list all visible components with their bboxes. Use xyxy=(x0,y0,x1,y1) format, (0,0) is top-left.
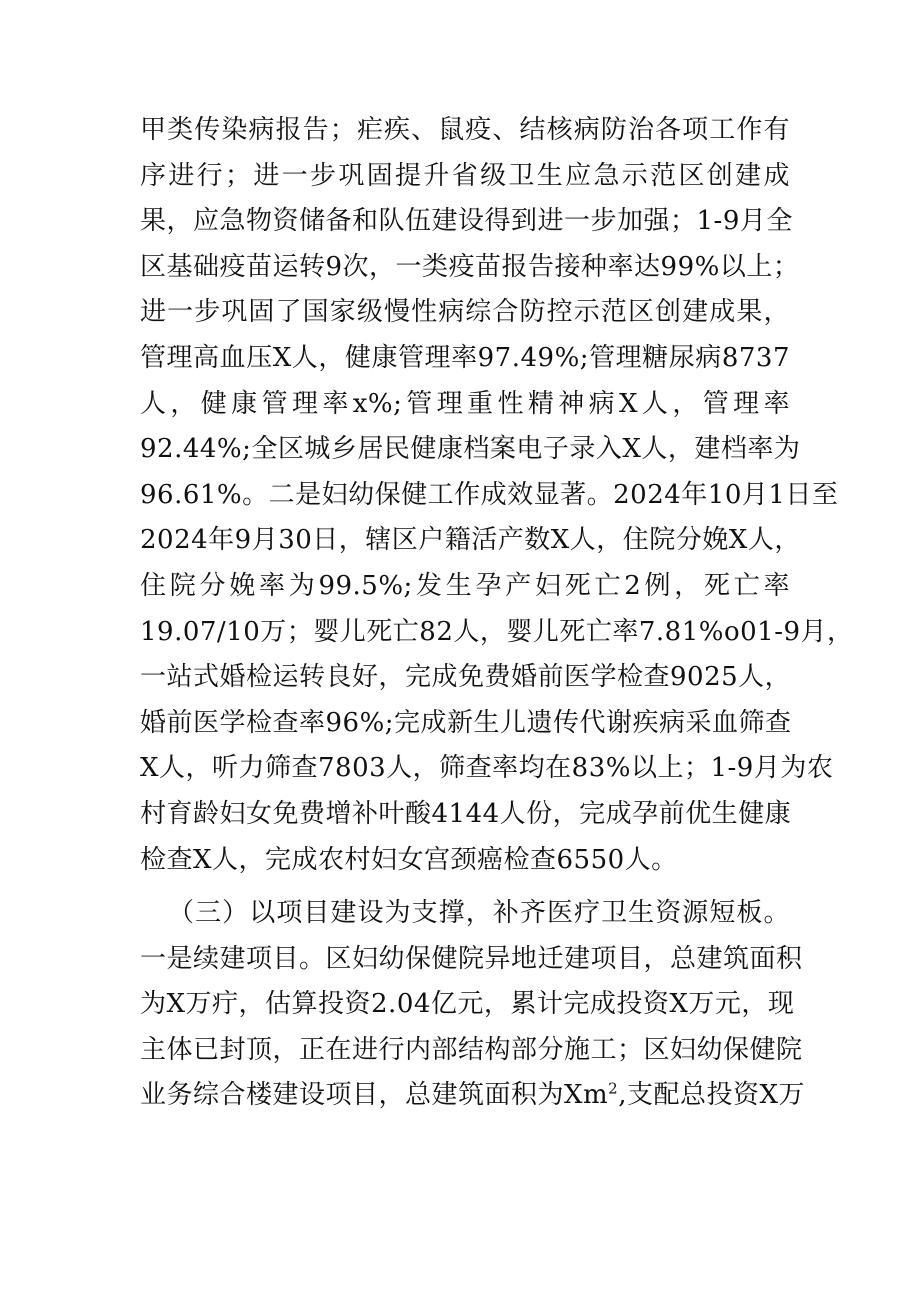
text-line: 一站式婚检运转良好，完成免费婚前医学检查9025人， xyxy=(140,662,792,693)
text-line: 92.44%;全区城乡居民健康档案电子录入X人，建档率为 xyxy=(140,434,801,465)
superscript: 2 xyxy=(608,1079,619,1098)
text-line: 96.61%。二是妇幼保健工作成效显著。2024年10月1日至 xyxy=(140,479,839,510)
text-line: 婚前医学检查率96%;完成新生儿遗传代谢疾病采血筛查 xyxy=(140,707,792,738)
text-line: 人，健康管理率x%;管理重性精神病X人，管理率 xyxy=(140,388,790,419)
text-line: 管理高血压X人，健康管理率97.49%;管理糖尿病8737 xyxy=(140,342,790,373)
paragraph-project-construction xyxy=(140,891,805,1119)
text-line: 序进行；进一步巩固提升省级卫生应急示范区创建成 xyxy=(140,160,790,191)
text-segment: 业务综合楼建设项目，总建筑面积为Xm xyxy=(140,1080,609,1111)
text-segment: ,支配总投资X万 xyxy=(618,1080,805,1111)
text-line: 一是续建项目。区妇幼保健院异地迁建项目，总建筑面积 xyxy=(140,943,803,974)
text-line: 检查X人，完成农村妇女宫颈癌检查6550人。 xyxy=(140,844,678,875)
text-line: 为X万疔，估算投资2.04亿元，累计完成投资X万元，现 xyxy=(140,989,795,1020)
text-line: 区基础疫苗运转9次，一类疫苗报告接种率达99%以上； xyxy=(140,251,800,282)
paragraph-health-work xyxy=(140,108,854,883)
document-body xyxy=(140,108,854,1119)
text-line: 19.07/10万；婴儿死亡82人，婴儿死亡率7.81%o01-9月， xyxy=(140,616,854,647)
text-line: 果，应急物资储备和队伍建设得到进一步加强；1-9月全 xyxy=(140,206,793,237)
text-line-with-superscript xyxy=(140,1073,805,1119)
text-line: X人，听力筛查7803人，筛查率均在83%以上；1-9月为农 xyxy=(140,753,834,784)
section-heading-line: （三）以项目建设为支撑，补齐医疗卫生资源短板。 xyxy=(168,898,790,929)
paragraph-gap xyxy=(140,883,790,891)
text-line: 主体已封顶，正在进行内部结构部分施工；区妇幼保健院 xyxy=(140,1034,803,1065)
text-line: 甲类传染病报告；疟疾、鼠疫、结核病防治各项工作有 xyxy=(140,115,790,145)
text-line: 2024年9月30日，辖区户籍活产数X人，住院分娩X人， xyxy=(140,525,801,556)
text-line: 住院分娩率为99.5%;发生孕产妇死亡2例，死亡率 xyxy=(140,570,790,601)
text-line: 村育龄妇女免费增补叶酸4144人份，完成孕前优生健康 xyxy=(140,798,792,829)
text-line: 进一步巩固了国家级慢性病综合防控示范区创建成果， xyxy=(140,297,790,328)
